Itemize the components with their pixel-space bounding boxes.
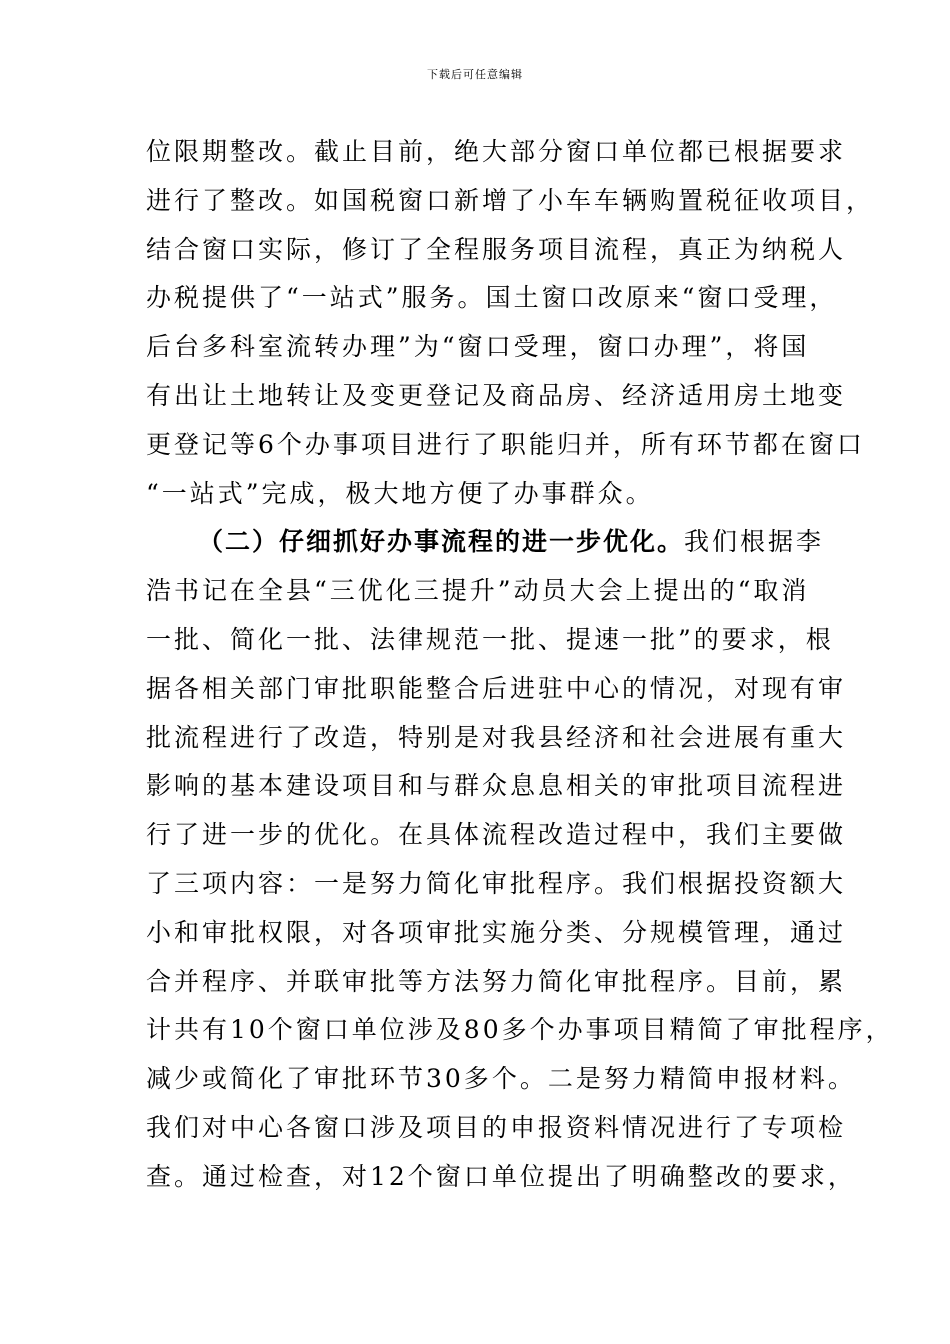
section-first-line (146, 518, 826, 567)
text-line: 合并程序、并联审批等方法努力简化审批程序。目前，累 (146, 966, 847, 996)
section-heading: （二）仔细抓好办事流程的进一步优化。 (198, 527, 685, 557)
text-line: 我们对中心各窗口涉及项目的申报资料情况进行了专项检 (146, 1112, 847, 1142)
text-line: 了三项内容：一是努力简化审批程序。我们根据投资额大 (146, 868, 847, 898)
text-line: 有出让土地转让及变更登记及商品房、经济适用房土地变 (146, 380, 847, 410)
text-line: 影响的基本建设项目和与群众息息相关的审批项目流程进 (146, 771, 847, 801)
document-body (146, 128, 894, 1202)
text-line: 据各相关部门审批职能整合后进驻中心的情况，对现有审 (146, 673, 847, 703)
text-line: 结合窗口实际，修订了全程服务项目流程，真正为纳税人 (146, 234, 847, 264)
text-line: “一站式”完成，极大地方便了办事群众。 (146, 478, 654, 508)
text-line: 减少或简化了审批环节30多个。二是努力精简申报材料。 (146, 1064, 856, 1094)
text-line: 计共有10个窗口单位涉及80多个办事项目精简了审批程序， (146, 1015, 894, 1045)
section-first-line-rest: 我们根据李 (684, 527, 825, 557)
text-line: 查。通过检查，对12个窗口单位提出了明确整改的要求， (146, 1161, 856, 1191)
text-line: 办税提供了“一站式”服务。国土窗口改原来“窗口受理， (146, 283, 838, 313)
text-line: 一批、简化一批、法律规范一批、提速一批”的要求，根 (146, 624, 834, 654)
download-note: 下载后可任意编辑 (427, 68, 523, 81)
text-line: 更登记等6个办事项目进行了职能归并，所有环节都在窗口 (146, 429, 865, 459)
text-line: 批流程进行了改造，特别是对我县经济和社会进展有重大 (146, 722, 847, 752)
text-line: 浩书记在全县“三优化三提升”动员大会上提出的“取消 (146, 576, 810, 606)
text-line: 后台多科室流转办理”为“窗口受理，窗口办理”，将国 (146, 332, 810, 362)
text-line: 小和审批权限，对各项审批实施分类、分规模管理，通过 (146, 917, 847, 947)
text-line: 位限期整改。截止目前，绝大部分窗口单位都已根据要求 (146, 137, 847, 166)
text-line: 进行了整改。如国税窗口新增了小车车辆购置税征收项目， (146, 185, 875, 215)
text-line: 行了进一步的优化。在具体流程改造过程中，我们主要做 (146, 820, 847, 850)
